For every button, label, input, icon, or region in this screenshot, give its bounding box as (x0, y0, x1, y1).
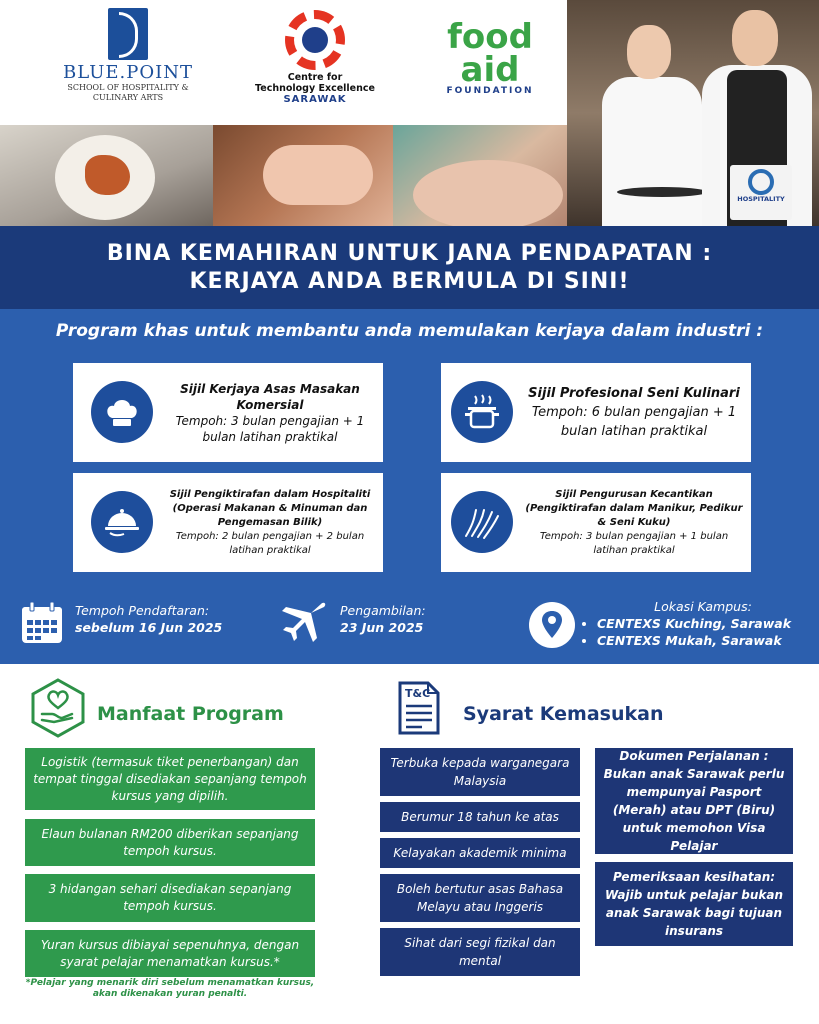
plated-dish-photo (0, 125, 213, 226)
intake-label: Pengambilan: (340, 603, 426, 618)
centex-line2: Technology Excellence (255, 83, 375, 94)
program-duration: Tempoh: 6 bulan pengajian + 1 bulan latihan praktikal (531, 404, 737, 439)
requirement-item-travel-docs: Dokumen Perjalanan : Bukan anak Sarawak perlu mempunyai Pasport (Merah) atau DPT (Biru) untuk memohon Visa Pelajar (595, 748, 793, 854)
program-card (441, 363, 751, 462)
program-duration: Tempoh: 3 bulan pengajian + 1 bulan latihan praktikal (539, 530, 729, 556)
requirement-item: Kelayakan akademik minima (380, 838, 580, 868)
location-pin-icon (528, 601, 576, 649)
chef-hat-icon (91, 381, 153, 443)
gear-icon (285, 10, 345, 70)
calendar-icon (20, 601, 64, 645)
bluepoint-mark-icon (108, 8, 148, 60)
programs-intro: Program khas untuk membantu anda memulakan kerjaya dalam industri : (55, 321, 764, 341)
foodaid-line3: FOUNDATION (446, 86, 534, 96)
requirement-item: Terbuka kepada warganegara Malaysia (380, 748, 580, 796)
benefits-footnote: *Pelajar yang menarik diri sebelum menamatkan kursus, akan dikenakan yuran penalti. (25, 978, 315, 999)
centex-line1: Centre for (287, 72, 343, 83)
program-title: Sijil Kerjaya Asas Masakan Komersial (180, 381, 360, 412)
program-title: Sijil Profesional Seni Kulinari (528, 385, 740, 401)
logo-bar (0, 0, 567, 125)
headline-banner (0, 226, 819, 309)
requirement-item-health-check: Pemeriksaan kesihatan: Wajib untuk pelajar bukan anak Sarawak bagi tujuan insurans (595, 862, 793, 946)
hospitality-mark-icon (748, 169, 774, 195)
requirement-item: Berumur 18 tahun ke atas (380, 802, 580, 832)
foodaid-line2: aid (460, 50, 520, 90)
intake-info (278, 601, 426, 649)
cooking-pot-icon (451, 381, 513, 443)
program-card (441, 473, 751, 572)
terms-document-icon (397, 680, 441, 736)
foodaid-line1: food (447, 17, 533, 57)
hospitality-badge (730, 165, 792, 220)
benefit-item: Yuran kursus dibiayai sepenuhnya, dengan syarat pelajar menamatkan kursus.* (25, 930, 315, 977)
registration-date: sebelum 16 Jun 2025 (75, 620, 223, 635)
campus-list (583, 615, 819, 649)
bottom-section (0, 664, 819, 1024)
manicure-photo (213, 125, 393, 226)
headline-line2: KERJAYA ANDA BERMULA DI SINI! (189, 269, 630, 294)
foodaid-logo (435, 17, 545, 96)
registration-info (20, 601, 223, 649)
registration-label: Tempoh Pendaftaran: (75, 603, 210, 618)
bluepoint-logo (58, 8, 198, 103)
program-title: Sijil Pengurusan Kecantikan (Pengiktirafan dalam Manikur, Pedikur & Seni Kuku) (525, 488, 743, 528)
program-card (73, 363, 383, 462)
campus-item: • CENTEXS Mukah, Sarawak (597, 632, 819, 649)
bluepoint-name: BLUE.POINT (63, 62, 193, 83)
campus-label: Lokasi Kampus: (654, 599, 752, 614)
campus-item: • CENTEXS Kuching, Sarawak (597, 615, 819, 632)
heart-hand-icon (28, 678, 88, 738)
program-title: Sijil Pengiktirafan dalam Hospitaliti (Operasi Makanan & Minuman dan Pengemasan Bilik) (169, 488, 371, 528)
requirement-item: Boleh bertutur asas Bahasa Melayu atau Inggeris (380, 874, 580, 922)
benefit-item: 3 hidangan sehari disediakan sepanjang tempoh kursus. (25, 874, 315, 922)
bluepoint-subtitle-2: CULINARY ARTS (92, 93, 164, 102)
food-cloche-icon (91, 491, 153, 553)
programs-section (0, 309, 819, 664)
tc-icon-text: T&C (405, 687, 431, 700)
massage-photo (393, 125, 567, 226)
waiters-photo (567, 0, 819, 226)
centex-logo (250, 8, 380, 105)
headline-line1: BINA KEMAHIRAN UNTUK JANA PENDAPATAN : (106, 241, 713, 266)
hospitality-badge-text: HOSPITALITY (737, 195, 785, 203)
requirements-title: Syarat Kemasukan (463, 703, 664, 725)
program-card (73, 473, 383, 572)
campus-info (528, 599, 792, 653)
benefit-item: Logistik (termasuk tiket penerbangan) dan tempat tinggal disediakan sepanjang tempoh kursus yang dipilih. (25, 748, 315, 810)
benefits-title: Manfaat Program (97, 703, 284, 725)
program-duration: Tempoh: 2 bulan pengajian + 2 bulan latihan praktikal (175, 530, 365, 556)
airplane-icon (278, 601, 328, 645)
intake-date: 23 Jun 2025 (340, 620, 424, 635)
benefit-item: Elaun bulanan RM200 diberikan sepanjang tempoh kursus. (25, 819, 315, 866)
program-duration: Tempoh: 3 bulan pengajian + 1 bulan latihan praktikal (175, 413, 365, 444)
requirement-item: Sihat dari segi fizikal dan mental (380, 928, 580, 976)
bluepoint-subtitle: SCHOOL OF HOSPITALITY & (67, 83, 189, 92)
manicure-hand-icon (451, 491, 513, 553)
centex-line3: SARAWAK (283, 94, 347, 105)
